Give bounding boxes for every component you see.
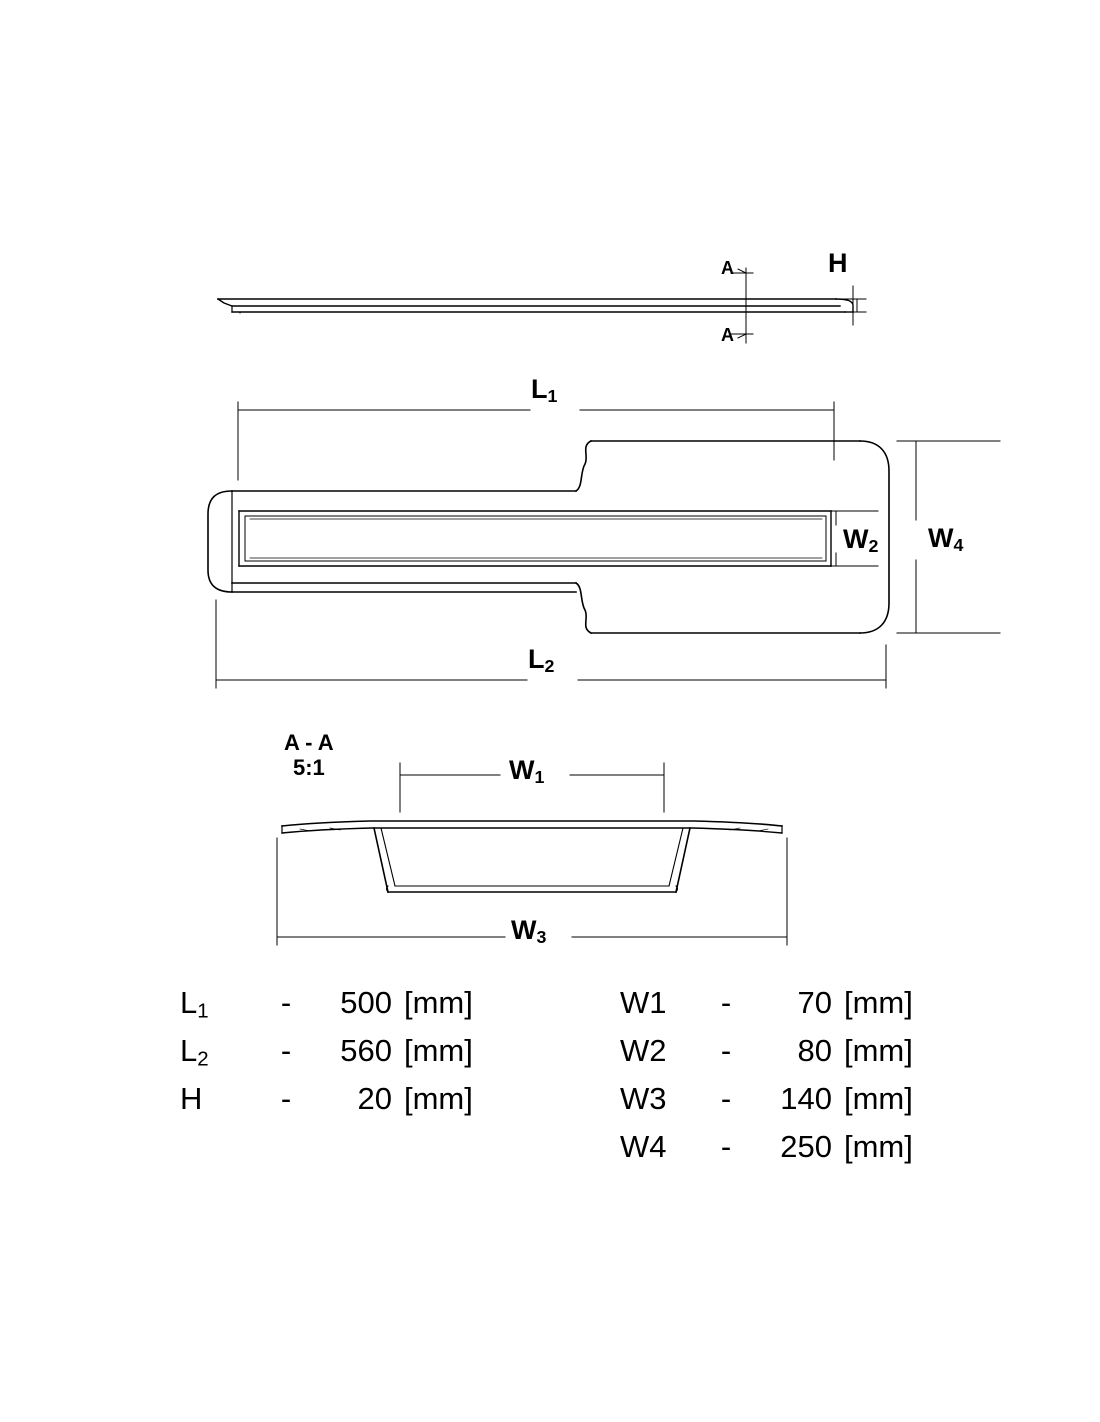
legend-row <box>180 1081 473 1129</box>
legend-symbol: W4 <box>620 1129 667 1164</box>
label-w1: $W_1$ <box>509 755 545 787</box>
legend-symbol: W1 <box>620 985 667 1020</box>
legend-dash: - <box>720 1033 732 1068</box>
legend-unit: [mm] <box>844 985 913 1020</box>
legend-value: 560 <box>340 1033 392 1068</box>
legend-row <box>180 1033 473 1081</box>
legend-symbol: W3 <box>620 1081 667 1116</box>
legend-symbol: W2 <box>620 1033 667 1068</box>
dimension-h <box>841 286 866 325</box>
legend-row <box>180 985 473 1033</box>
legend-row <box>620 1081 913 1129</box>
legend-value: 140 <box>780 1081 832 1116</box>
legend-row <box>620 1033 913 1081</box>
legend-row <box>620 1129 913 1177</box>
label-w4: $W_4$ <box>928 523 964 555</box>
label-w2: $W_2$ <box>843 524 879 556</box>
legend-unit: [mm] <box>844 1129 913 1164</box>
legend-value: 250 <box>780 1129 832 1164</box>
legend-row <box>620 985 913 1033</box>
section-mark-bottom-label: A <box>721 325 734 345</box>
legend-value: 20 <box>357 1081 392 1116</box>
legend-unit: [mm] <box>844 1081 913 1116</box>
legend-column-left <box>180 985 473 1129</box>
legend-value: 80 <box>797 1033 832 1068</box>
label-h: H <box>828 248 848 278</box>
legend-value: 70 <box>797 985 832 1020</box>
legend-symbol: H <box>180 1081 203 1116</box>
legend-unit: [mm] <box>404 1081 473 1116</box>
section-view-a-a <box>282 821 782 892</box>
label-l2: $L_2$ <box>528 644 555 676</box>
legend-unit: [mm] <box>404 1033 473 1068</box>
section-view-name: A - A <box>284 730 334 755</box>
legend-column-right <box>620 985 913 1177</box>
legend-dash: - <box>280 1033 292 1068</box>
label-l1: $L_1$ <box>531 374 558 406</box>
section-mark-top-label: A <box>721 258 734 278</box>
legend-value: 500 <box>340 985 392 1020</box>
section-view-scale: 5:1 <box>292 755 325 781</box>
legend-dash: - <box>280 985 292 1020</box>
legend-dash: - <box>720 985 732 1020</box>
legend-symbol: $L_2$ <box>180 1033 209 1071</box>
side-elevation-view <box>218 299 853 313</box>
legend-unit: [mm] <box>404 985 473 1020</box>
legend-dash: - <box>720 1081 732 1116</box>
legend-dash: - <box>280 1081 292 1116</box>
legend-dash: - <box>720 1129 732 1164</box>
section-view-title <box>284 730 334 781</box>
legend-symbol: $L_1$ <box>180 985 209 1023</box>
plan-view <box>208 441 889 633</box>
label-w3: $W_3$ <box>511 915 547 947</box>
legend-unit: [mm] <box>844 1033 913 1068</box>
